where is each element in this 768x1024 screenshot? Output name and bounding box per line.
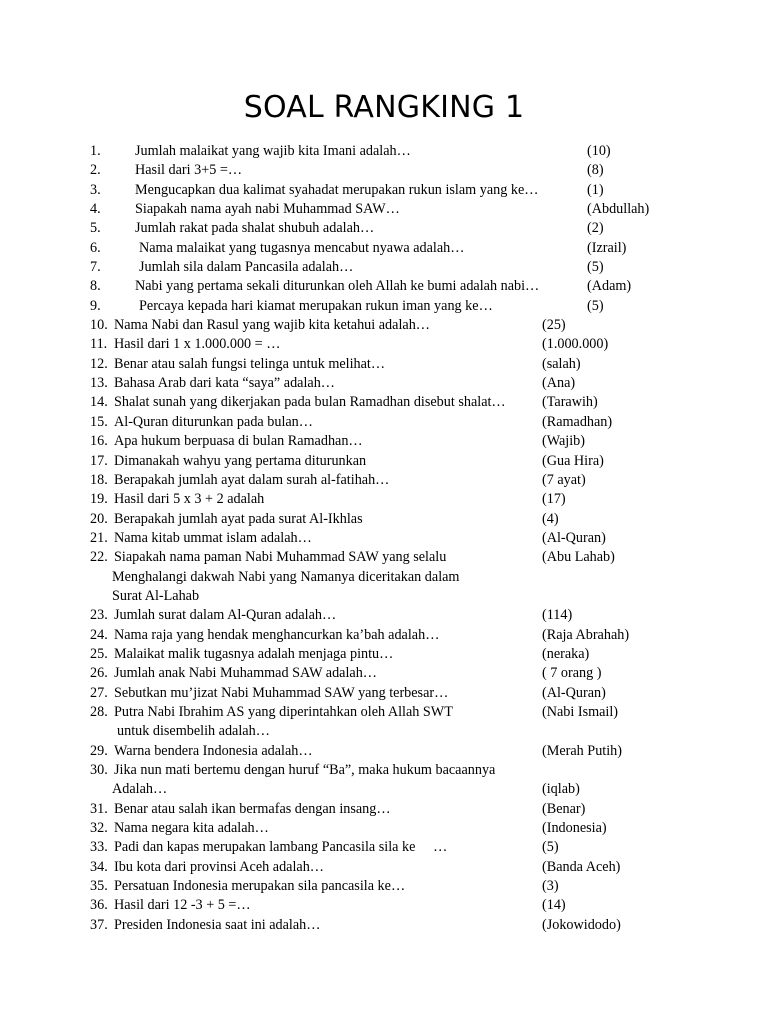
answer-text: (Adam) [587,278,632,295]
question-number: 37. [90,916,108,933]
question-number: 35. [90,878,108,895]
question-number: 9. [90,297,101,314]
question-number: 13. [90,375,108,392]
answer-text: (iqlab) [542,781,580,798]
question-text: Berapakah jumlah ayat pada surat Al-Ikhlas [114,510,363,527]
answer-text: (Merah Putih) [542,742,622,759]
question-item [0,664,768,683]
question-text: Shalat sunah yang dikerjakan pada bulan Ramadhan disebut shalat… [114,394,506,411]
question-text: Bahasa Arab dari kata “saya” adalah… [114,375,335,392]
question-text: Nama kitab ummat islam adalah… [114,529,312,546]
answer-text: (5) [542,839,559,856]
question-number: 33. [90,839,108,856]
answer-text: (salah) [542,355,581,372]
question-number: 2. [90,162,101,179]
question-number: 10. [90,317,108,334]
question-text: Apa hukum berpuasa di bulan Ramadhan… [114,433,363,450]
answer-text: (25) [542,317,566,334]
question-text: Nama malaikat yang tugasnya mencabut nyawa adalah… [139,239,465,256]
question-number: 19. [90,491,108,508]
question-number: 28. [90,703,108,720]
question-text: Jumlah malaikat yang wajib kita Imani adalah… [135,143,411,159]
answer-text: (1.000.000) [542,336,609,353]
answer-text: (Jokowidodo) [542,916,621,933]
question-item [0,819,768,838]
question-number: 6. [90,239,101,256]
question-text: Siapakah nama paman Nabi Muhammad SAW yang selalu [114,549,447,566]
question-item [0,877,768,896]
question-item [0,316,768,335]
answer-text: (Raja Abrahah) [542,626,630,643]
question-number: 14. [90,394,108,411]
answer-text: ( 7 orang ) [542,665,602,682]
question-list [0,142,768,935]
question-item [0,297,768,316]
answer-text: (Gua Hira) [542,452,604,469]
question-item [0,645,768,664]
question-text: Percaya kepada hari kiamat merupakan rukun iman yang ke… [139,297,493,314]
answer-text: (2) [587,220,604,237]
answer-text: (8) [587,162,604,179]
question-text-continued: Menghalangi dakwah Nabi yang Namanya diceritakan dalam [112,568,460,585]
answer-text: (Benar) [542,800,586,817]
question-text: Hasil dari 5 x 3 + 2 adalah [114,491,265,508]
question-item [0,626,768,645]
question-number: 22. [90,549,108,566]
answer-text: (Wajib) [542,433,585,450]
question-number: 12. [90,355,108,372]
answer-text: (3) [542,878,559,895]
answer-text: (Abdullah) [587,201,650,218]
question-item [0,200,768,219]
question-text: Siapakah nama ayah nabi Muhammad SAW… [135,201,400,218]
question-item [0,335,768,354]
question-text-continued: Adalah… [112,781,168,798]
question-number: 30. [90,762,108,778]
question-text: Ibu kota dari provinsi Aceh adalah… [114,858,324,875]
question-number: 17. [90,452,108,469]
question-number: 18. [90,471,108,488]
question-text: Jumlah rakat pada shalat shubuh adalah… [135,220,375,237]
question-item [0,606,768,625]
question-number: 5. [90,220,101,237]
answer-text: (Izrail) [587,239,627,256]
question-number: 29. [90,742,108,759]
question-text: Presiden Indonesia saat ini adalah… [114,916,321,933]
answer-text: (Nabi Ismail) [542,703,619,720]
question-number: 31. [90,800,108,817]
question-item [0,277,768,296]
answer-text: (17) [542,491,566,508]
question-number: 24. [90,626,108,643]
answer-text: (10) [587,143,611,159]
question-number: 36. [90,897,108,914]
question-number: 23. [90,607,108,624]
question-text: Dimanakah wahyu yang pertama diturunkan [114,452,367,469]
question-text: Berapakah jumlah ayat dalam surah al-fatihah… [114,471,390,488]
question-text: Benar atau salah fungsi telinga untuk melihat… [114,355,386,372]
question-text: Nama Nabi dan Rasul yang wajib kita ketahui adalah… [114,317,430,334]
question-item [0,800,768,819]
question-item [0,161,768,180]
question-text: Hasil dari 1 x 1.000.000 = … [114,336,281,353]
question-number: 25. [90,645,108,662]
question-text: Nama raja yang hendak menghancurkan ka’bah adalah… [114,626,440,643]
question-text: Hasil dari 12 -3 + 5 =… [114,897,251,914]
answer-text: (7 ayat) [542,471,586,488]
question-text: Jumlah anak Nabi Muhammad SAW adalah… [114,665,377,682]
question-number: 11. [90,336,108,353]
answer-text: (neraka) [542,645,590,662]
answer-text: (Indonesia) [542,820,607,837]
question-number: 27. [90,684,108,701]
question-item [0,142,768,161]
answer-text: (Al-Quran) [542,529,606,546]
question-text-continued: Surat Al-Lahab [112,587,200,604]
question-item [0,529,768,548]
question-number: 1. [90,143,101,159]
question-text: Nama negara kita adalah… [114,820,269,837]
answer-text: (4) [542,510,559,527]
question-item [0,858,768,877]
answer-text: (14) [542,897,566,914]
question-item [0,761,768,780]
question-number: 16. [90,433,108,450]
answer-text: (Tarawih) [542,394,598,411]
question-text: Jumlah surat dalam Al-Quran adalah… [114,607,337,624]
question-continuation [0,568,768,587]
answer-text: (5) [587,297,604,314]
question-item [0,413,768,432]
question-number: 32. [90,820,108,837]
question-number: 20. [90,510,108,527]
question-text: Benar atau salah ikan bermafas dengan insang… [114,800,391,817]
question-item [0,374,768,393]
question-item [0,219,768,238]
question-number: 15. [90,413,108,430]
question-text: Sebutkan mu’jizat Nabi Muhammad SAW yang terbesar… [114,684,449,701]
question-text: Persatuan Indonesia merupakan sila pancasila ke… [114,878,406,895]
question-number: 26. [90,665,108,682]
question-text: Jika nun mati bertemu dengan huruf “Ba”, maka hukum bacaannya [114,762,496,778]
page-title: SOAL RANGKING 1 [243,90,525,125]
question-item [0,896,768,915]
question-text: Putra Nabi Ibrahim AS yang diperintahkan oleh Allah SWT [114,703,453,720]
question-item [0,258,768,277]
question-item [0,548,768,567]
question-item [0,181,768,200]
question-continuation [0,780,768,799]
answer-text: (Ramadhan) [542,413,613,430]
question-continuation [0,587,768,606]
question-item [0,510,768,529]
question-text: Nabi yang pertama sekali diturunkan oleh Allah ke bumi adalah nabi… [135,278,540,295]
question-number: 21. [90,529,108,546]
question-number: 4. [90,201,101,218]
answer-text: (1) [587,181,604,198]
question-text: Padi dan kapas merupakan lambang Pancasila sila ke … [114,839,448,856]
question-text: Jumlah sila dalam Pancasila adalah… [139,259,354,276]
question-number: 34. [90,858,108,875]
answer-text: (Banda Aceh) [542,858,621,875]
question-text: Mengucapkan dua kalimat syahadat merupakan rukun islam yang ke… [135,181,539,198]
question-text: Hasil dari 3+5 =… [135,162,243,179]
question-item [0,471,768,490]
question-text: Malaikat malik tugasnya adalah menjaga pintu… [114,645,394,662]
question-item [0,452,768,471]
question-item [0,490,768,509]
answer-text: (Al-Quran) [542,684,606,701]
question-text: Warna bendera Indonesia adalah… [114,742,313,759]
question-continuation [0,722,768,741]
question-item [0,742,768,761]
question-text-continued: untuk disembelih adalah… [117,723,270,740]
question-number: 8. [90,278,101,295]
question-item [0,393,768,412]
question-item [0,703,768,722]
question-item [0,838,768,857]
answer-text: (Abu Lahab) [542,549,615,566]
question-item [0,355,768,374]
question-item [0,684,768,703]
answer-text: (Ana) [542,375,576,392]
answer-text: (5) [587,259,604,276]
question-item [0,432,768,451]
question-item [0,239,768,258]
question-text: Al-Quran diturunkan pada bulan… [114,413,313,430]
answer-text: (114) [542,607,573,624]
question-number: 7. [90,259,101,276]
question-item [0,916,768,935]
question-number: 3. [90,181,101,198]
